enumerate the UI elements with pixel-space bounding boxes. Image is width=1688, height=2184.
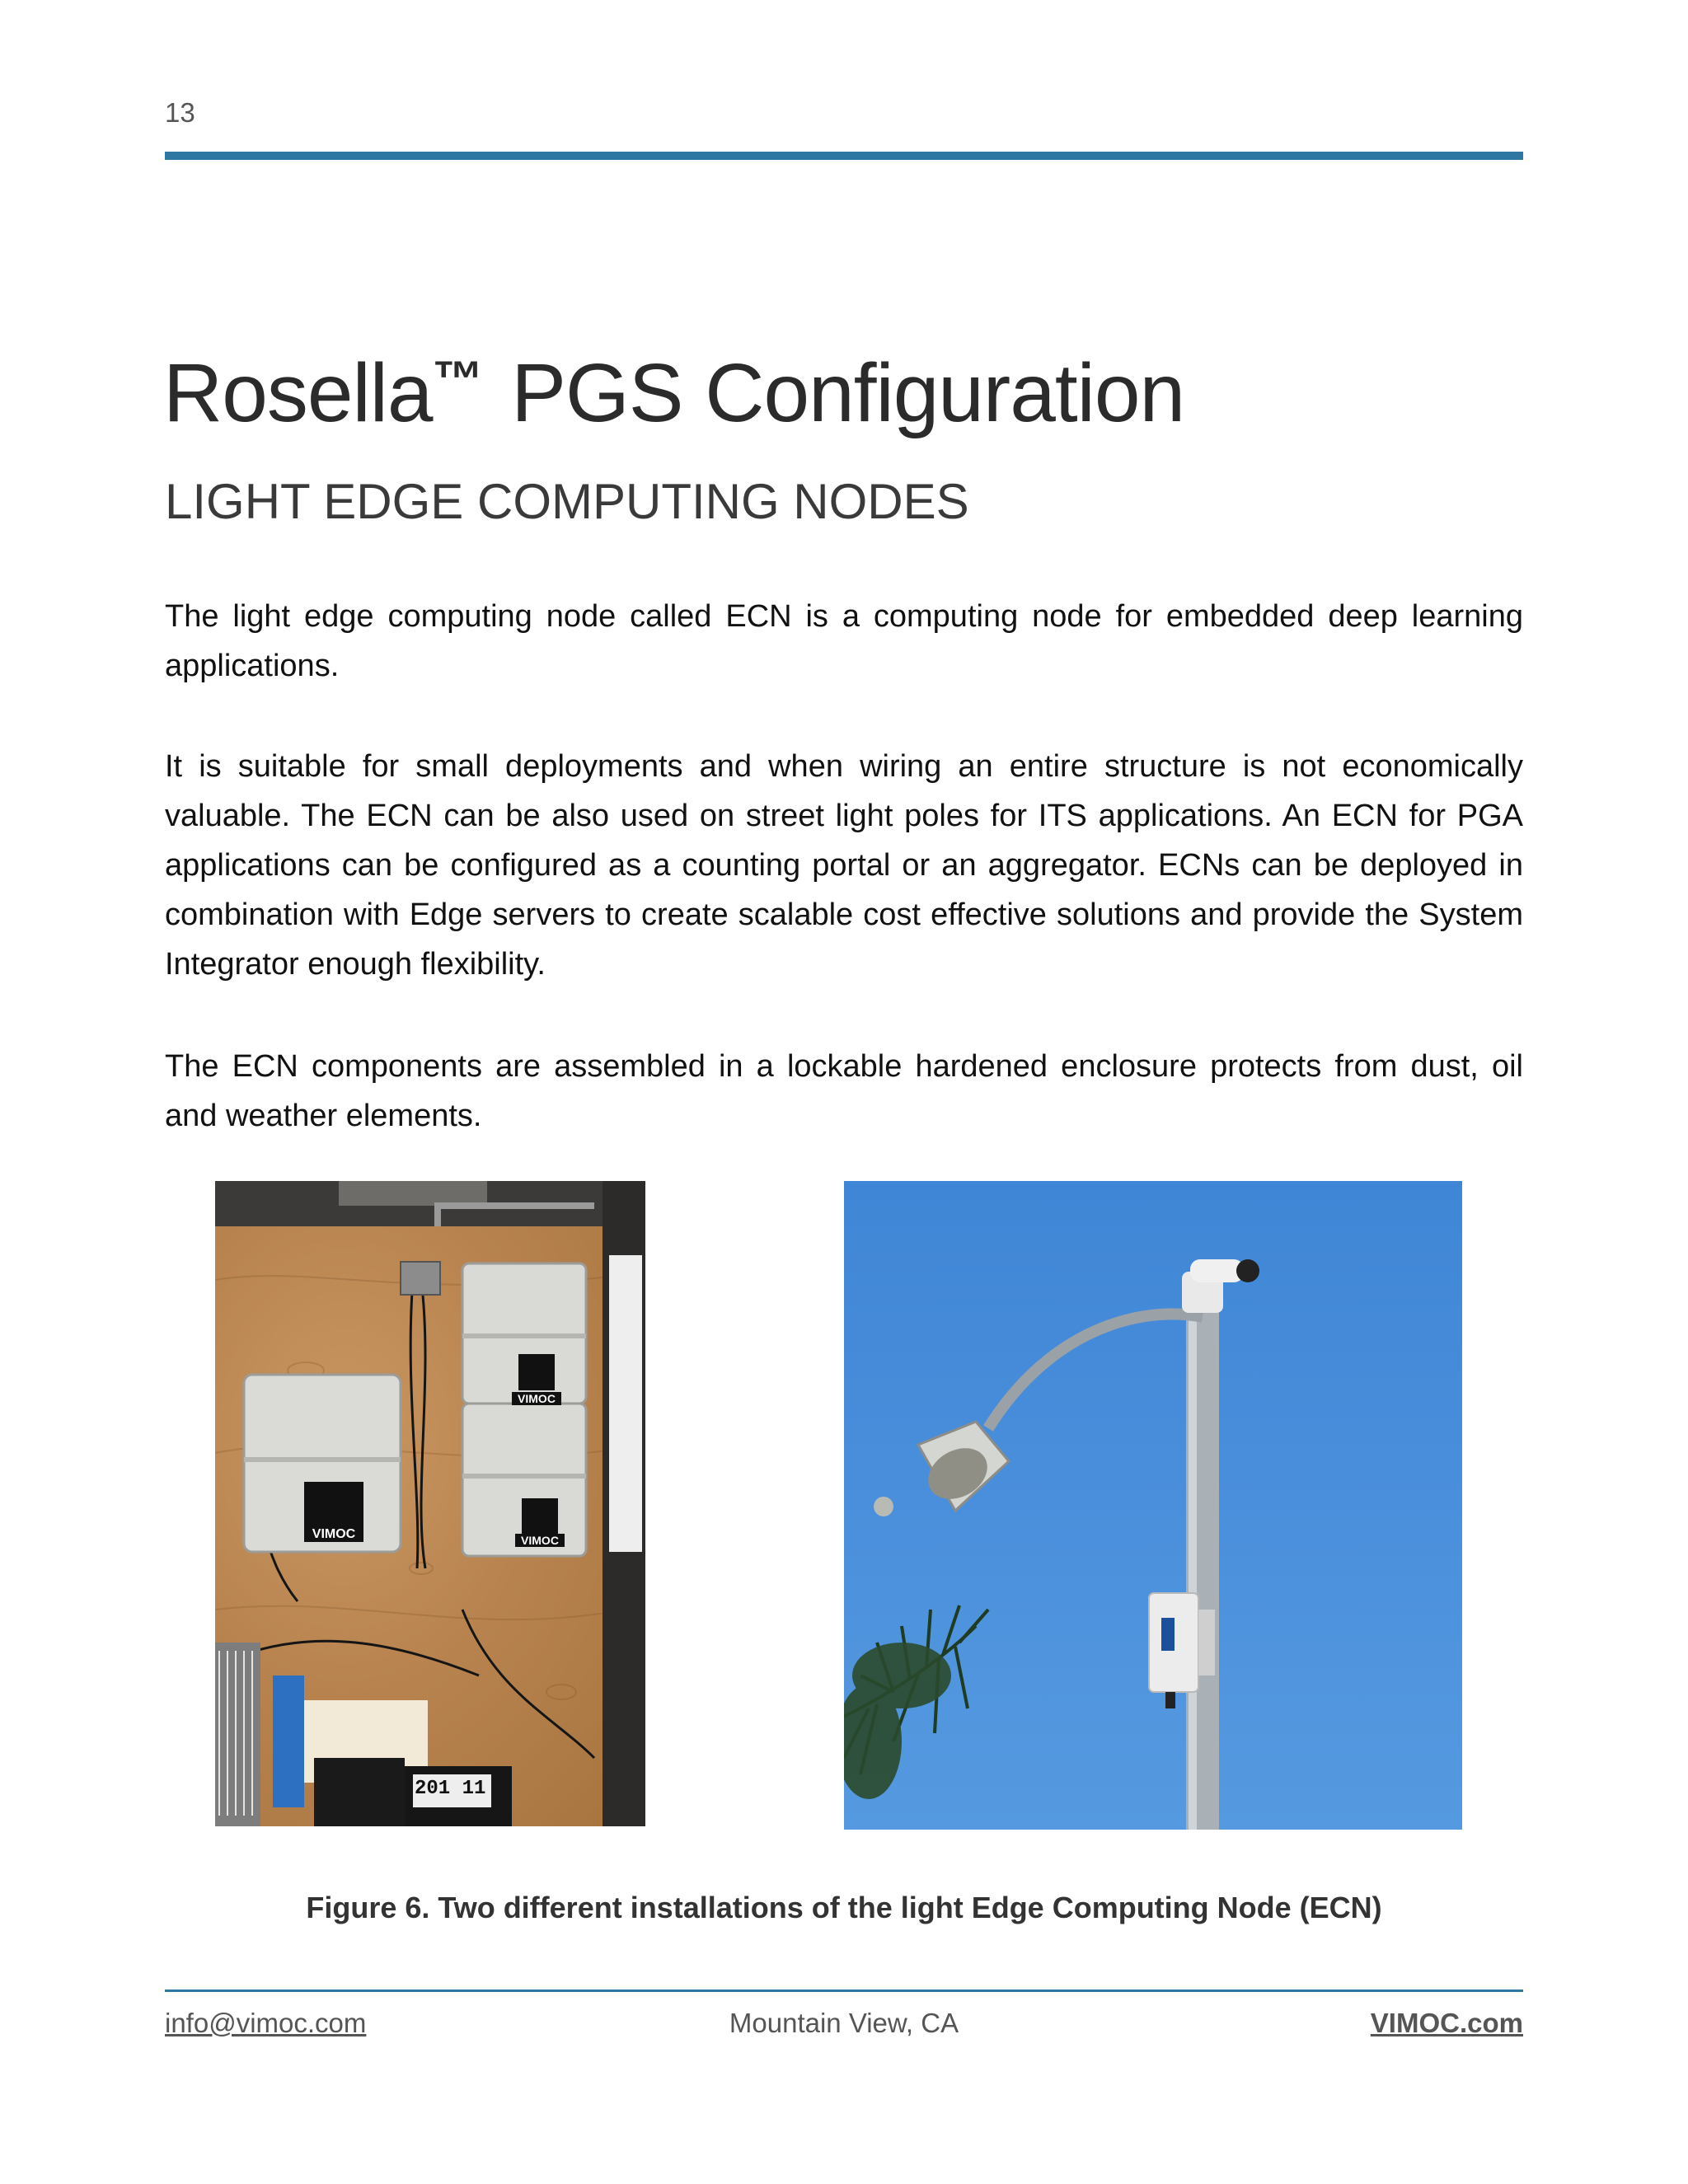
page-title xyxy=(163,346,1184,441)
photo-indoor-ecn-installation xyxy=(215,1181,645,1826)
enclosure-logo-left: VIMOC xyxy=(304,1527,363,1542)
title-prefix: Rosella xyxy=(163,347,433,439)
section-subtitle: LIGHT EDGE COMPUTING NODES xyxy=(165,474,969,529)
footer-location: Mountain View, CA xyxy=(729,2008,959,2038)
equipment-label-number: 201 11 xyxy=(415,1778,486,1800)
ecn-enclosure-left xyxy=(244,1375,401,1552)
footer-website-link[interactable]: VIMOC.com xyxy=(1370,2008,1523,2038)
header-rule xyxy=(165,152,1523,160)
streetlight-illustration xyxy=(844,1181,1462,1830)
body-paragraph-2: It is suitable for small deployments and when wiring an entire structure is not economically valuable. The ECN can be also used on street light poles for ITS applications. An ECN for PGA applications can be configured as a counting portal or an aggregator. ECNs can be deployed in combination with Edge servers to create scalable cost effective solutions and provide the System Integrator enough flexibility. xyxy=(165,749,1523,982)
figure-caption: Figure 6. Two different installations of the light Edge Computing Node (ECN) xyxy=(306,1891,1382,1924)
title-suffix: PGS Configuration xyxy=(489,347,1185,439)
lamp-head xyxy=(874,1422,1009,1516)
enclosure-logo-top: VIMOC xyxy=(512,1392,561,1405)
photo-streetlight-ecn-installation xyxy=(844,1181,1462,1830)
trademark-symbol: ™ xyxy=(432,351,483,408)
indoor-installation-illustration xyxy=(215,1181,645,1826)
body-paragraph-3: The ECN components are assembled in a lockable hardened enclosure protects from dust, oil and weather elements. xyxy=(165,1049,1523,1133)
enclosure-logo-bottom: VIMOC xyxy=(515,1534,565,1547)
page-number: 13 xyxy=(165,97,195,128)
pole-camera xyxy=(1182,1259,1259,1313)
ecn-enclosure-top xyxy=(462,1263,586,1404)
footer-email-link[interactable]: info@vimoc.com xyxy=(165,2008,367,2038)
footer-rule xyxy=(165,1990,1523,1992)
body-paragraph-1: The light edge computing node called ECN is a computing node for embedded deep learning applications. xyxy=(165,599,1523,683)
